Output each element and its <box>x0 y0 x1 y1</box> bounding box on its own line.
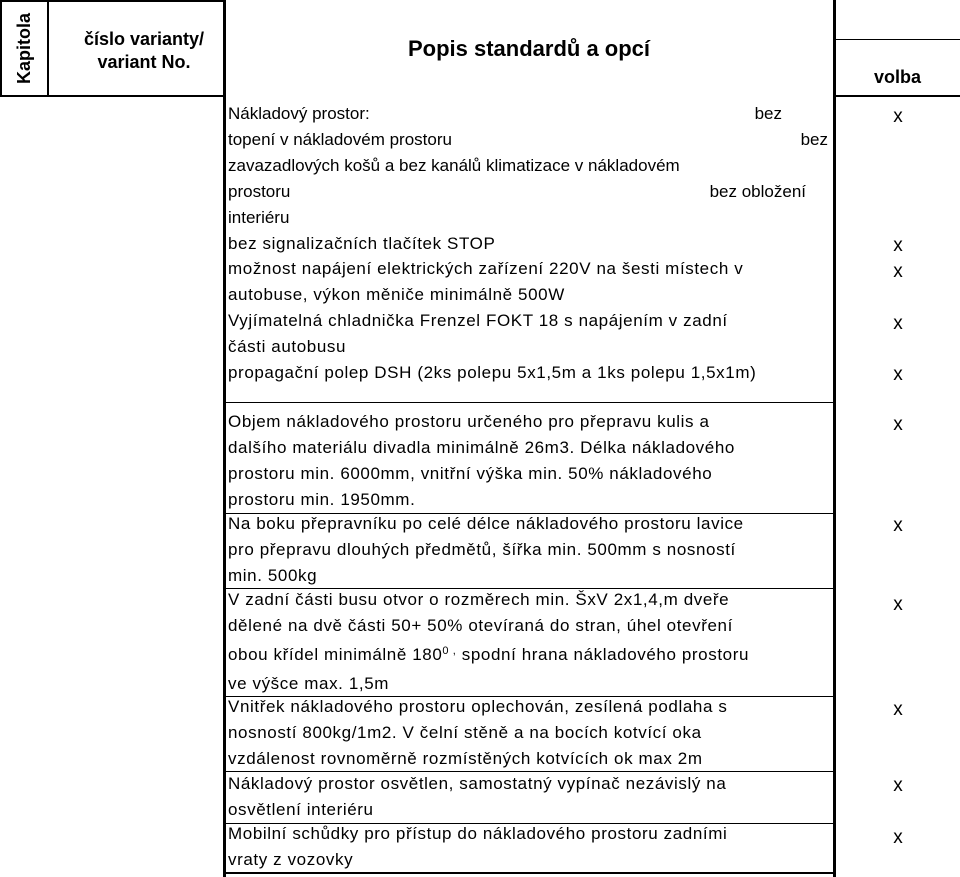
row-text: vzdálenost rovnoměrně rozmístěných kotvících ok max 2m <box>228 749 703 768</box>
volba-mark: x <box>893 594 903 615</box>
volba-mark: x <box>893 313 903 334</box>
row-text: bez obložení <box>709 182 806 201</box>
table-row-oplechovani <box>228 694 828 772</box>
table-row-signalizace <box>228 231 828 257</box>
row-text: pro přepravu dlouhých předmětů, šířka min. 500mm s nosností <box>228 540 736 559</box>
header-popis: Popis standardů a opcí <box>407 36 651 61</box>
row-text: Nákladový prostor osvětlen, samostatný vypínač nezávislý na <box>228 774 727 793</box>
header-volba: volba <box>873 67 921 87</box>
table-row-objem <box>228 409 828 513</box>
row-text: ve výšce max. 1,5m <box>228 674 390 693</box>
row-text: nosností 800kg/1m2. V čelní stěně a na bocích kotvící oka <box>228 723 702 742</box>
degree-superscript: 0 , <box>442 645 457 657</box>
header-kapitola-label: Kapitola <box>13 12 34 84</box>
row-text: dělené na dvě části 50+ 50% otevíraná do stran, úhel otevření <box>228 616 733 635</box>
section-divider <box>224 402 835 403</box>
row-text: vraty z vozovky <box>228 850 354 869</box>
row-text: Na boku přepravníku po celé délce nákladového prostoru lavice <box>228 514 744 533</box>
row-text: Vnitřek nákladového prostoru oplechován, zesílená podlaha s <box>228 697 728 716</box>
row-text: zavazadlových košů a bez kanálů klimatizace v nákladovém <box>228 156 680 175</box>
row-text: Vyjímatelná chladnička Frenzel FOKT 18 s napájením v zadní <box>228 311 728 330</box>
header-kapitola <box>0 0 48 96</box>
volba-mark: x <box>893 106 903 127</box>
row-text: autobuse, výkon měniče minimálně 500W <box>228 285 565 304</box>
volba-mark: x <box>893 364 903 385</box>
volba-mark: x <box>893 414 903 435</box>
table-row-chladnicka <box>228 308 828 360</box>
row-text: interiéru <box>228 208 290 227</box>
row-text: Objem nákladového prostoru určeného pro přepravu kulis a <box>228 412 710 431</box>
row-text: prostoru <box>228 182 291 201</box>
volba-header-top <box>835 39 960 40</box>
table-row-napajeni <box>228 256 828 308</box>
header-cislo-varianty <box>50 28 238 74</box>
volba-mark: x <box>893 261 903 282</box>
row-text: Mobilní schůdky pro přístup do nákladového prostoru zadními <box>228 824 728 843</box>
row-text: dalšího materiálu divadla minimálně 26m3. Délka nákladového <box>228 438 735 457</box>
row-text: propagační polep DSH (2ks polepu 5x1,5m a 1ks polepu 1,5x1m) <box>228 363 757 382</box>
header-cislo-line1: číslo varianty/ <box>83 29 205 49</box>
row-text: bez <box>800 130 828 149</box>
table-row-lavice <box>228 511 828 589</box>
row-text: prostoru min. 1950mm. <box>228 490 416 509</box>
volba-mark: x <box>893 235 903 256</box>
volba-mark: x <box>893 827 903 848</box>
table-row-polep <box>228 360 828 386</box>
row-text: V zadní části busu otvor o rozměrech min. ŠxV 2x1,4,m dveře <box>228 590 730 609</box>
row-text: topení v nákladovém prostoru <box>228 130 452 149</box>
row-text: bez <box>754 104 782 123</box>
row-text: spodní hrana nákladového prostoru <box>456 645 750 664</box>
table-row-zadni-otvor <box>228 587 828 697</box>
header-cislo-line2: variant No. <box>97 52 191 72</box>
popis-column-left <box>223 0 226 877</box>
row-text: prostoru min. 6000mm, vnitřní výška min. 50% nákladového <box>228 464 713 483</box>
row-text: obou křídel minimálně 180 <box>228 645 443 664</box>
table-row-osvetleni <box>228 771 828 823</box>
volba-mark: x <box>893 775 903 796</box>
row-text: osvětlení interiéru <box>228 800 374 819</box>
row-text: min. 500kg <box>228 566 318 585</box>
table-row-nakladovy-prostor <box>228 101 828 231</box>
row-text: bez signalizačních tlačítek STOP <box>228 234 496 253</box>
volba-header-bottom <box>835 95 960 97</box>
row-text: Nákladový prostor: <box>228 104 370 123</box>
row-text: části autobusu <box>228 337 347 356</box>
row-text: možnost napájení elektrických zařízení 220V na šesti místech v <box>228 259 744 278</box>
volba-column-left <box>833 0 836 877</box>
volba-mark: x <box>893 515 903 536</box>
volba-mark: x <box>893 699 903 720</box>
table-row-schudky <box>228 821 828 873</box>
